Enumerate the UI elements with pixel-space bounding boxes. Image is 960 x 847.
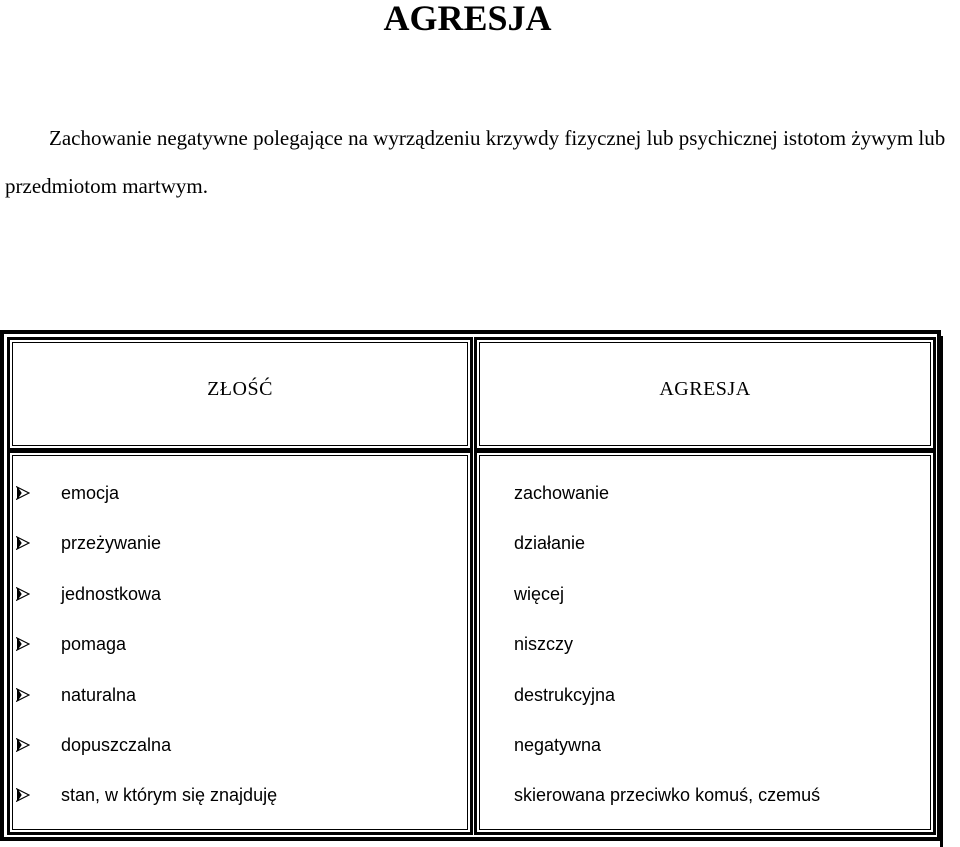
header-agresja: AGRESJA bbox=[659, 378, 751, 400]
arrowhead-bullet-icon bbox=[16, 788, 30, 802]
list-item-text: więcej bbox=[514, 583, 565, 604]
arrowhead-bullet-icon bbox=[16, 738, 30, 752]
list-item-text: działanie bbox=[514, 533, 586, 554]
list-item-text: zachowanie bbox=[514, 483, 610, 503]
body-cell-zlosc bbox=[7, 450, 473, 835]
list-item-text: dopuszczalna bbox=[61, 734, 172, 755]
list-item-text: emocja bbox=[61, 483, 120, 503]
page-title: AGRESJA bbox=[383, 0, 552, 38]
list-item-text: niszczy bbox=[514, 634, 574, 655]
list-item-text: naturalna bbox=[61, 684, 137, 705]
header-cell-agresja bbox=[474, 337, 936, 451]
arrowhead-bullet-icon bbox=[16, 587, 30, 601]
list-item-text: przeżywanie bbox=[61, 533, 162, 554]
list-item-text: skierowana przeciwko komuś, czemuś bbox=[514, 785, 821, 806]
arrowhead-bullet-icon bbox=[16, 486, 30, 500]
table-shadow bbox=[940, 336, 943, 847]
body-cell-agresja bbox=[474, 450, 936, 835]
arrowhead-bullet-icon bbox=[16, 688, 30, 702]
list-item-text: stan, w którym się znajduję bbox=[61, 785, 278, 806]
header-zlosc: ZŁOŚĆ bbox=[207, 378, 273, 400]
header-cell-zlosc bbox=[7, 337, 473, 451]
list-item-text: negatywna bbox=[514, 734, 602, 755]
comparison-table bbox=[0, 330, 941, 841]
list-item-text: pomaga bbox=[61, 634, 127, 655]
arrowhead-bullet-icon bbox=[16, 637, 30, 651]
definition-paragraph: Zachowanie negatywne polegające na wyrządzeniu krzywdy fizycznej lub psychicznej istotom żywym lub przedmiotom martwym. bbox=[5, 126, 946, 198]
list-item-text: destrukcyjna bbox=[514, 684, 616, 705]
list-item-text: jednostkowa bbox=[61, 583, 162, 604]
arrowhead-bullet-icon bbox=[16, 536, 30, 550]
